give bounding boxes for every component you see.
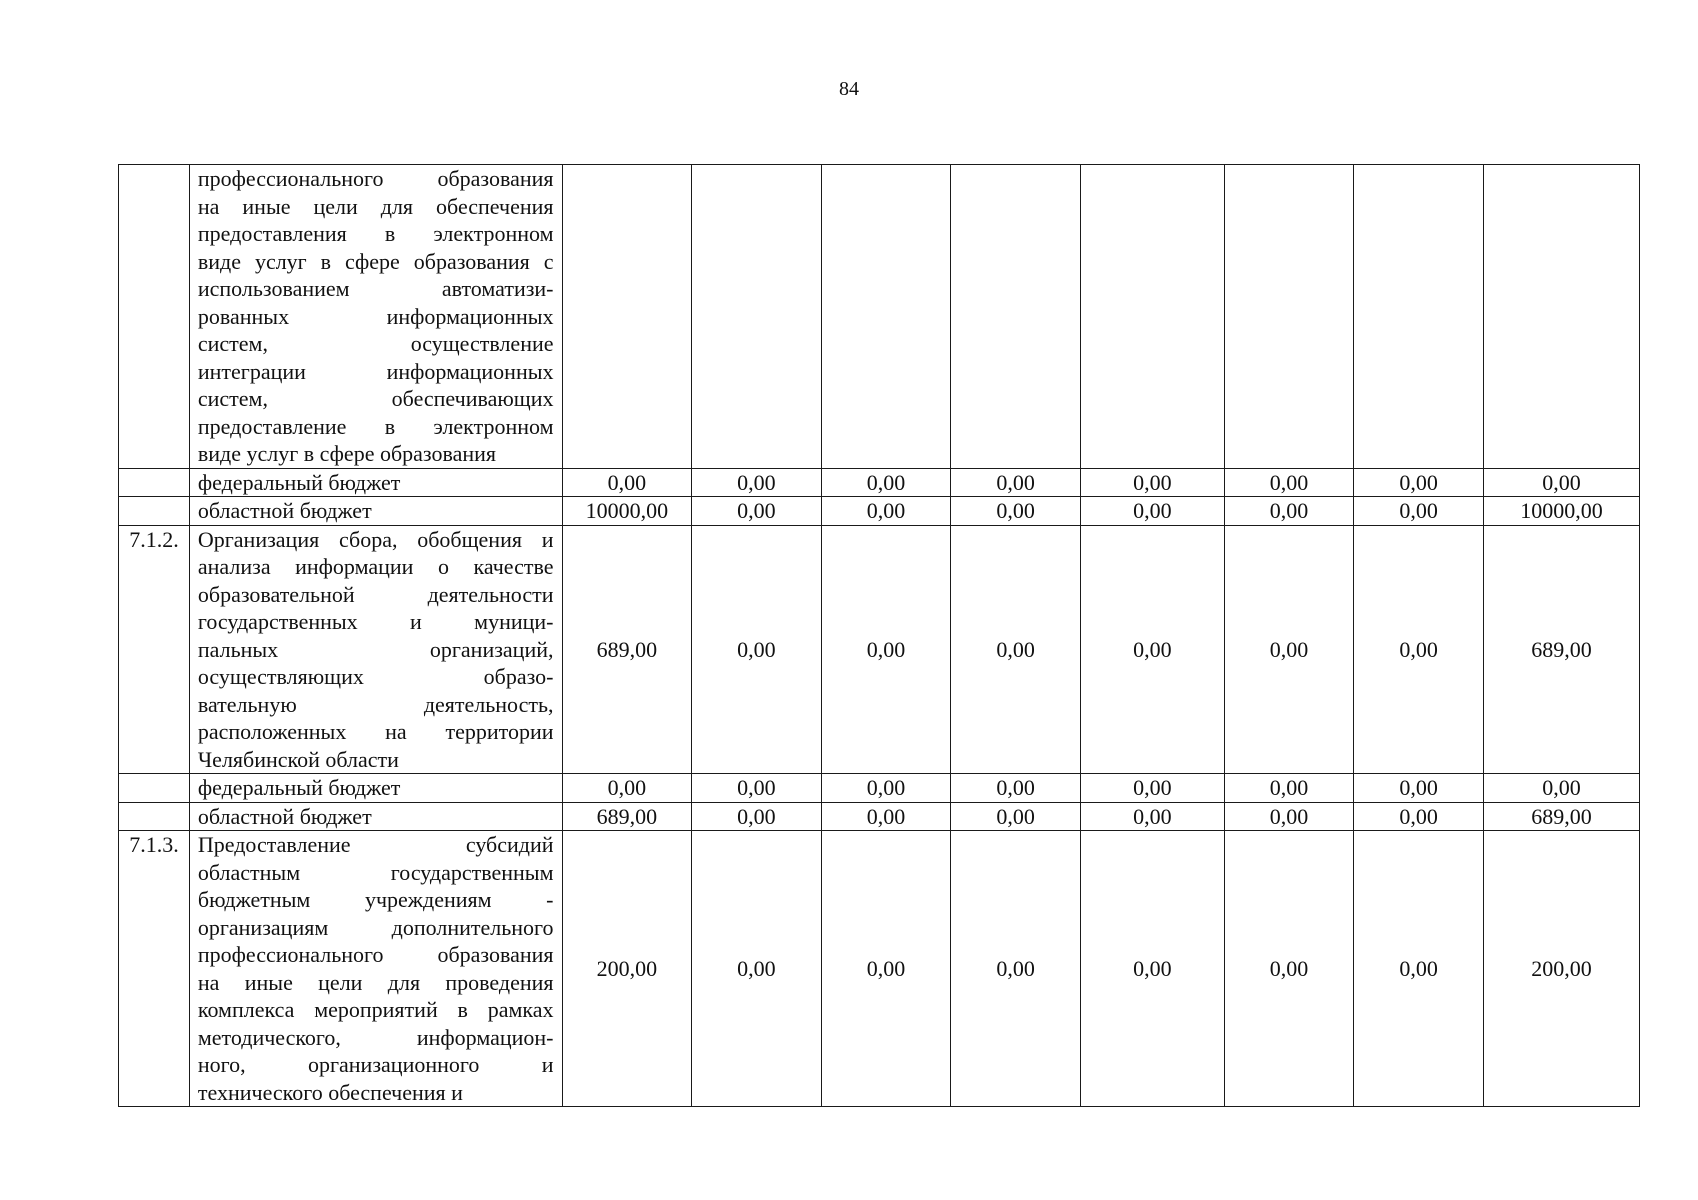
value-cell: 0,00 [1224,525,1354,774]
value-cell: 0,00 [1080,497,1224,526]
row-description [189,831,562,1107]
value-cell: 0,00 [821,802,951,831]
value-cell: 0,00 [821,497,951,526]
description-line: на иные цели для проведения [197,969,554,995]
value-cell [951,165,1081,469]
description-line: систем, осуществление [197,331,554,356]
value-cell: 200,00 [1483,831,1639,1107]
value-cell: 0,00 [1224,497,1354,526]
value-cell: 0,00 [1354,468,1484,497]
row-description [189,165,562,469]
value-cell: 0,00 [1354,497,1484,526]
description-line: предоставление в электронном [197,413,554,439]
value-cell: 0,00 [1080,468,1224,497]
value-cell [692,165,822,469]
description-line: интеграции информационных [197,358,554,384]
value-cell: 0,00 [692,831,822,1107]
description-line: Предоставление субсидий [197,832,554,857]
description-line: использованием автоматизи- [197,276,554,301]
value-cell [821,165,951,469]
description-line: на иные цели для обеспечения [197,193,554,219]
value-cell: 689,00 [562,802,692,831]
row-code [119,165,190,469]
description-line: государственных и муници- [197,609,554,634]
value-cell: 689,00 [562,525,692,774]
row-code [119,774,190,803]
row-code [119,468,190,497]
row-code: 7.1.3. [119,831,190,1107]
value-cell: 0,00 [692,774,822,803]
description-line: технического обеспечения и [197,1079,463,1105]
description-line: рованных информационных [197,303,554,329]
value-cell: 0,00 [1224,802,1354,831]
value-cell: 0,00 [1354,774,1484,803]
value-cell: 0,00 [692,802,822,831]
table-row-budget-source [119,497,1640,526]
value-cell: 0,00 [562,774,692,803]
budget-source-label: федеральный бюджет [189,774,562,803]
value-cell: 0,00 [692,468,822,497]
description-line: расположенных на территории [197,719,554,744]
table-row-budget-source [119,468,1640,497]
table-row [119,165,1640,469]
row-code [119,802,190,831]
value-cell: 0,00 [1224,774,1354,803]
description-line: бюджетным учреждениям - [197,887,554,912]
description-line: виде услуг в сфере образования с [197,248,554,274]
description-line: анализа информации о качестве [197,554,554,579]
value-cell [1483,165,1639,469]
value-cell: 0,00 [951,468,1081,497]
table-row-budget-source [119,802,1640,831]
description-line: пальных организаций, [197,636,554,662]
value-cell: 689,00 [1483,525,1639,774]
description-line: систем, обеспечивающих [197,386,554,411]
description-line: виде услуг в сфере образования [197,441,497,466]
table-row [119,831,1640,1107]
value-cell: 0,00 [1354,802,1484,831]
table-row [119,525,1640,774]
description-line: областным государственным [197,859,554,885]
value-cell: 0,00 [1224,468,1354,497]
value-cell [1354,165,1484,469]
description-line: вательную деятельность, [197,691,554,717]
page-number: 84 [839,78,859,100]
value-cell: 0,00 [821,525,951,774]
value-cell: 0,00 [821,831,951,1107]
budget-source-label: федеральный бюджет [189,468,562,497]
value-cell: 0,00 [951,802,1081,831]
value-cell: 0,00 [1080,525,1224,774]
value-cell: 0,00 [1080,774,1224,803]
value-cell [1080,165,1224,469]
value-cell: 0,00 [951,497,1081,526]
value-cell: 0,00 [951,525,1081,774]
description-line: методического, информацион- [197,1024,554,1050]
value-cell: 0,00 [1483,468,1639,497]
row-code [119,497,190,526]
description-line: Челябинской области [197,746,399,772]
budget-source-label: областной бюджет [189,802,562,831]
value-cell: 0,00 [1354,831,1484,1107]
description-line: профессионального образования [197,942,554,967]
description-line: предоставления в электронном [197,221,554,246]
value-cell: 0,00 [1224,831,1354,1107]
value-cell: 200,00 [562,831,692,1107]
value-cell: 0,00 [951,774,1081,803]
value-cell: 0,00 [1080,831,1224,1107]
value-cell: 0,00 [692,497,822,526]
value-cell: 0,00 [1483,774,1639,803]
value-cell: 10000,00 [1483,497,1639,526]
value-cell [562,165,692,469]
value-cell: 0,00 [692,525,822,774]
description-line: осуществляющих образо- [197,664,554,689]
value-cell: 0,00 [1354,525,1484,774]
row-description [189,525,562,774]
description-line: организациям дополнительного [197,914,554,940]
description-line: комплекса мероприятий в рамках [197,997,554,1022]
value-cell [1224,165,1354,469]
budget-source-label: областной бюджет [189,497,562,526]
description-line: образовательной деятельности [197,581,554,607]
table-body [119,165,1640,1107]
budget-table [118,164,1640,1107]
description-line: ного, организационного и [197,1052,554,1077]
value-cell: 0,00 [821,774,951,803]
value-cell: 689,00 [1483,802,1639,831]
description-line: Организация сбора, обобщения и [197,526,554,552]
value-cell: 0,00 [951,831,1081,1107]
value-cell: 10000,00 [562,497,692,526]
description-line: профессионального образования [197,166,554,191]
row-code: 7.1.2. [119,525,190,774]
value-cell: 0,00 [821,468,951,497]
value-cell: 0,00 [1080,802,1224,831]
table-row-budget-source [119,774,1640,803]
value-cell: 0,00 [562,468,692,497]
